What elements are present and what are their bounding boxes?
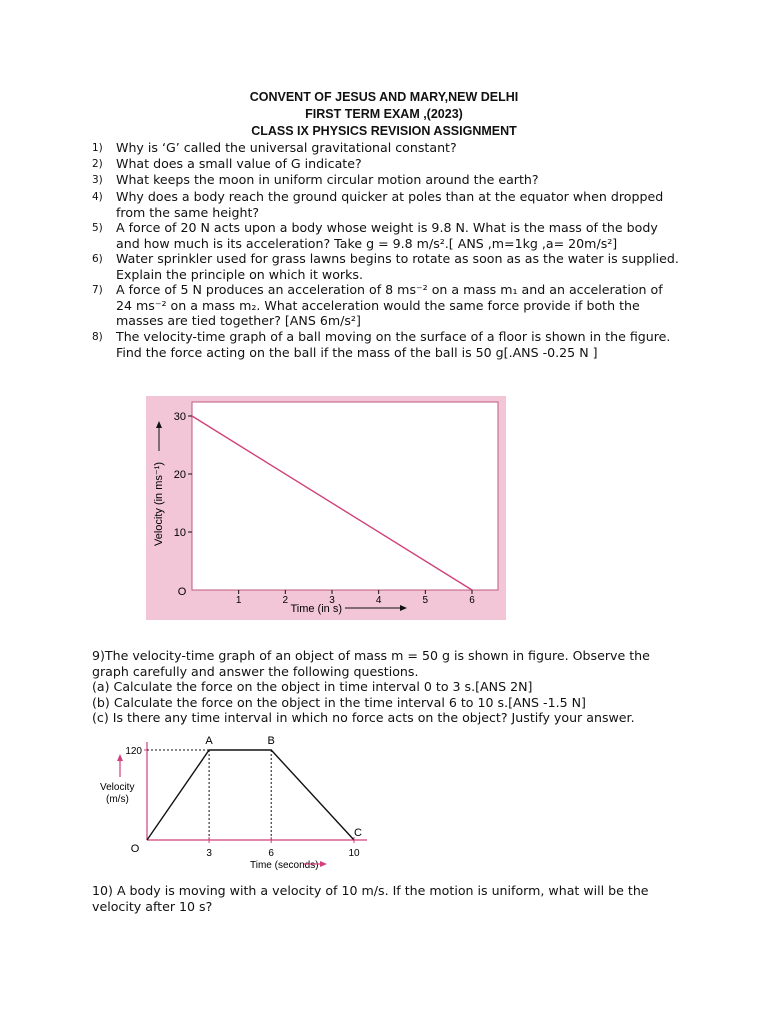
point-label: B bbox=[267, 735, 275, 747]
question-10-line: 10) A body is moving with a velocity of 10 m/s. If the motion is uniform, what will be the bbox=[92, 883, 649, 898]
question-number: 7) bbox=[92, 284, 103, 296]
x-tick-label: 3 bbox=[329, 595, 335, 606]
question-9-line: 9)The velocity-time graph of an object of mass m = 50 g is shown in figure. Observe the bbox=[92, 648, 650, 663]
question-text: Water sprinkler used for grass lawns begins to rotate as soon as as the water is supplied. Explain the principle on which it works. bbox=[116, 251, 679, 282]
question-9-line: graph carefully and answer the following questions. bbox=[92, 663, 419, 679]
question-text: A force of 5 N produces an acceleration of 8 ms⁻² on a mass m₁ and an acceleration of 24 ms⁻² on a mass m₂. What acceleration would the same force provide if both the masses are tied together? [ANS 6m/s²] bbox=[116, 282, 663, 329]
x-axis-label: Time (seconds) bbox=[250, 860, 319, 871]
question-4 bbox=[92, 189, 682, 220]
question-text: What does a small value of G indicate? bbox=[116, 156, 362, 171]
exam-title: FIRST TERM EXAM ,(2023) bbox=[305, 107, 463, 121]
y-axis-label-line2: (m/s) bbox=[106, 794, 129, 805]
y-axis-label-line1: Velocity bbox=[100, 782, 135, 793]
question-7 bbox=[92, 282, 682, 329]
question-2 bbox=[92, 156, 682, 172]
x-tick-label: 5 bbox=[422, 595, 429, 606]
question-10 bbox=[92, 883, 682, 914]
question-3 bbox=[92, 172, 682, 188]
velocity-line bbox=[147, 750, 354, 840]
y-tick-label: 30 bbox=[173, 411, 186, 423]
question-number: 2) bbox=[92, 158, 103, 170]
y-tick-label: 120 bbox=[125, 746, 142, 757]
x-tick-label: 10 bbox=[348, 848, 360, 859]
x-tick-label: 4 bbox=[375, 595, 382, 606]
question-8 bbox=[92, 329, 682, 360]
assignment-title: CLASS IX PHYSICS REVISION ASSIGNMENT bbox=[251, 124, 517, 138]
question-10-line: velocity after 10 s? bbox=[92, 898, 213, 914]
velocity-time-graph-ball bbox=[146, 396, 506, 620]
plot-area bbox=[192, 402, 498, 590]
x-tick-label: 1 bbox=[235, 595, 242, 606]
y-tick-label: 10 bbox=[173, 527, 186, 539]
question-text: The velocity-time graph of a ball moving on the surface of a floor is shown in the figure. Find the force acting on the ball if the mass of the ball is 50 g[.ANS -0.25 N ] bbox=[116, 329, 671, 360]
y-axis-label: Velocity (in ms⁻¹) bbox=[153, 461, 165, 547]
question-5 bbox=[92, 220, 682, 251]
x-tick-label: 6 bbox=[469, 595, 475, 606]
question-text: Why does a body reach the ground quicker at poles than at the equator when dropped from the same height? bbox=[116, 189, 664, 220]
y-axis-arrow bbox=[117, 754, 123, 777]
question-1 bbox=[92, 140, 682, 156]
x-tick-label: 3 bbox=[206, 848, 212, 859]
x-axis-label: Time (in s) bbox=[290, 603, 342, 615]
question-number: 3) bbox=[92, 174, 103, 186]
x-tick-label: 2 bbox=[282, 595, 289, 606]
x-tick-label: 6 bbox=[268, 848, 274, 859]
question-9 bbox=[92, 648, 682, 726]
question-text: A force of 20 N acts upon a body whose weight is 9.8 N. What is the mass of the body and how much is its acceleration? Take g = 9.8 m/s².[ ANS ,m=1kg ,a= 20m/s²] bbox=[116, 220, 658, 251]
question-9-part-a: (a) Calculate the force on the object in time interval 0 to 3 s.[ANS 2N] bbox=[92, 679, 533, 695]
point-label: A bbox=[205, 735, 213, 747]
question-number: 4) bbox=[92, 191, 103, 203]
question-number: 1) bbox=[92, 142, 103, 154]
velocity-time-graph-object bbox=[92, 730, 397, 872]
school-name: CONVENT OF JESUS AND MARY,NEW DELHI bbox=[249, 90, 519, 104]
question-number: 6) bbox=[92, 253, 103, 265]
question-text: Why is ‘G’ called the universal gravitational constant? bbox=[116, 140, 457, 155]
point-label: O bbox=[130, 843, 140, 855]
question-number: 5) bbox=[92, 222, 103, 234]
question-9-part-b: (b) Calculate the force on the object in the time interval 6 to 10 s.[ANS -1.5 N] bbox=[92, 694, 586, 710]
question-number: 8) bbox=[92, 331, 103, 343]
y-tick-label: 20 bbox=[173, 469, 186, 481]
question-9-part-c: (c) Is there any time interval in which no force acts on the object? Justify your answer. bbox=[92, 710, 635, 726]
question-6 bbox=[92, 251, 682, 282]
origin-label: O bbox=[177, 586, 187, 598]
point-label: C bbox=[354, 827, 362, 839]
question-text: What keeps the moon in uniform circular motion around the earth? bbox=[116, 172, 539, 187]
